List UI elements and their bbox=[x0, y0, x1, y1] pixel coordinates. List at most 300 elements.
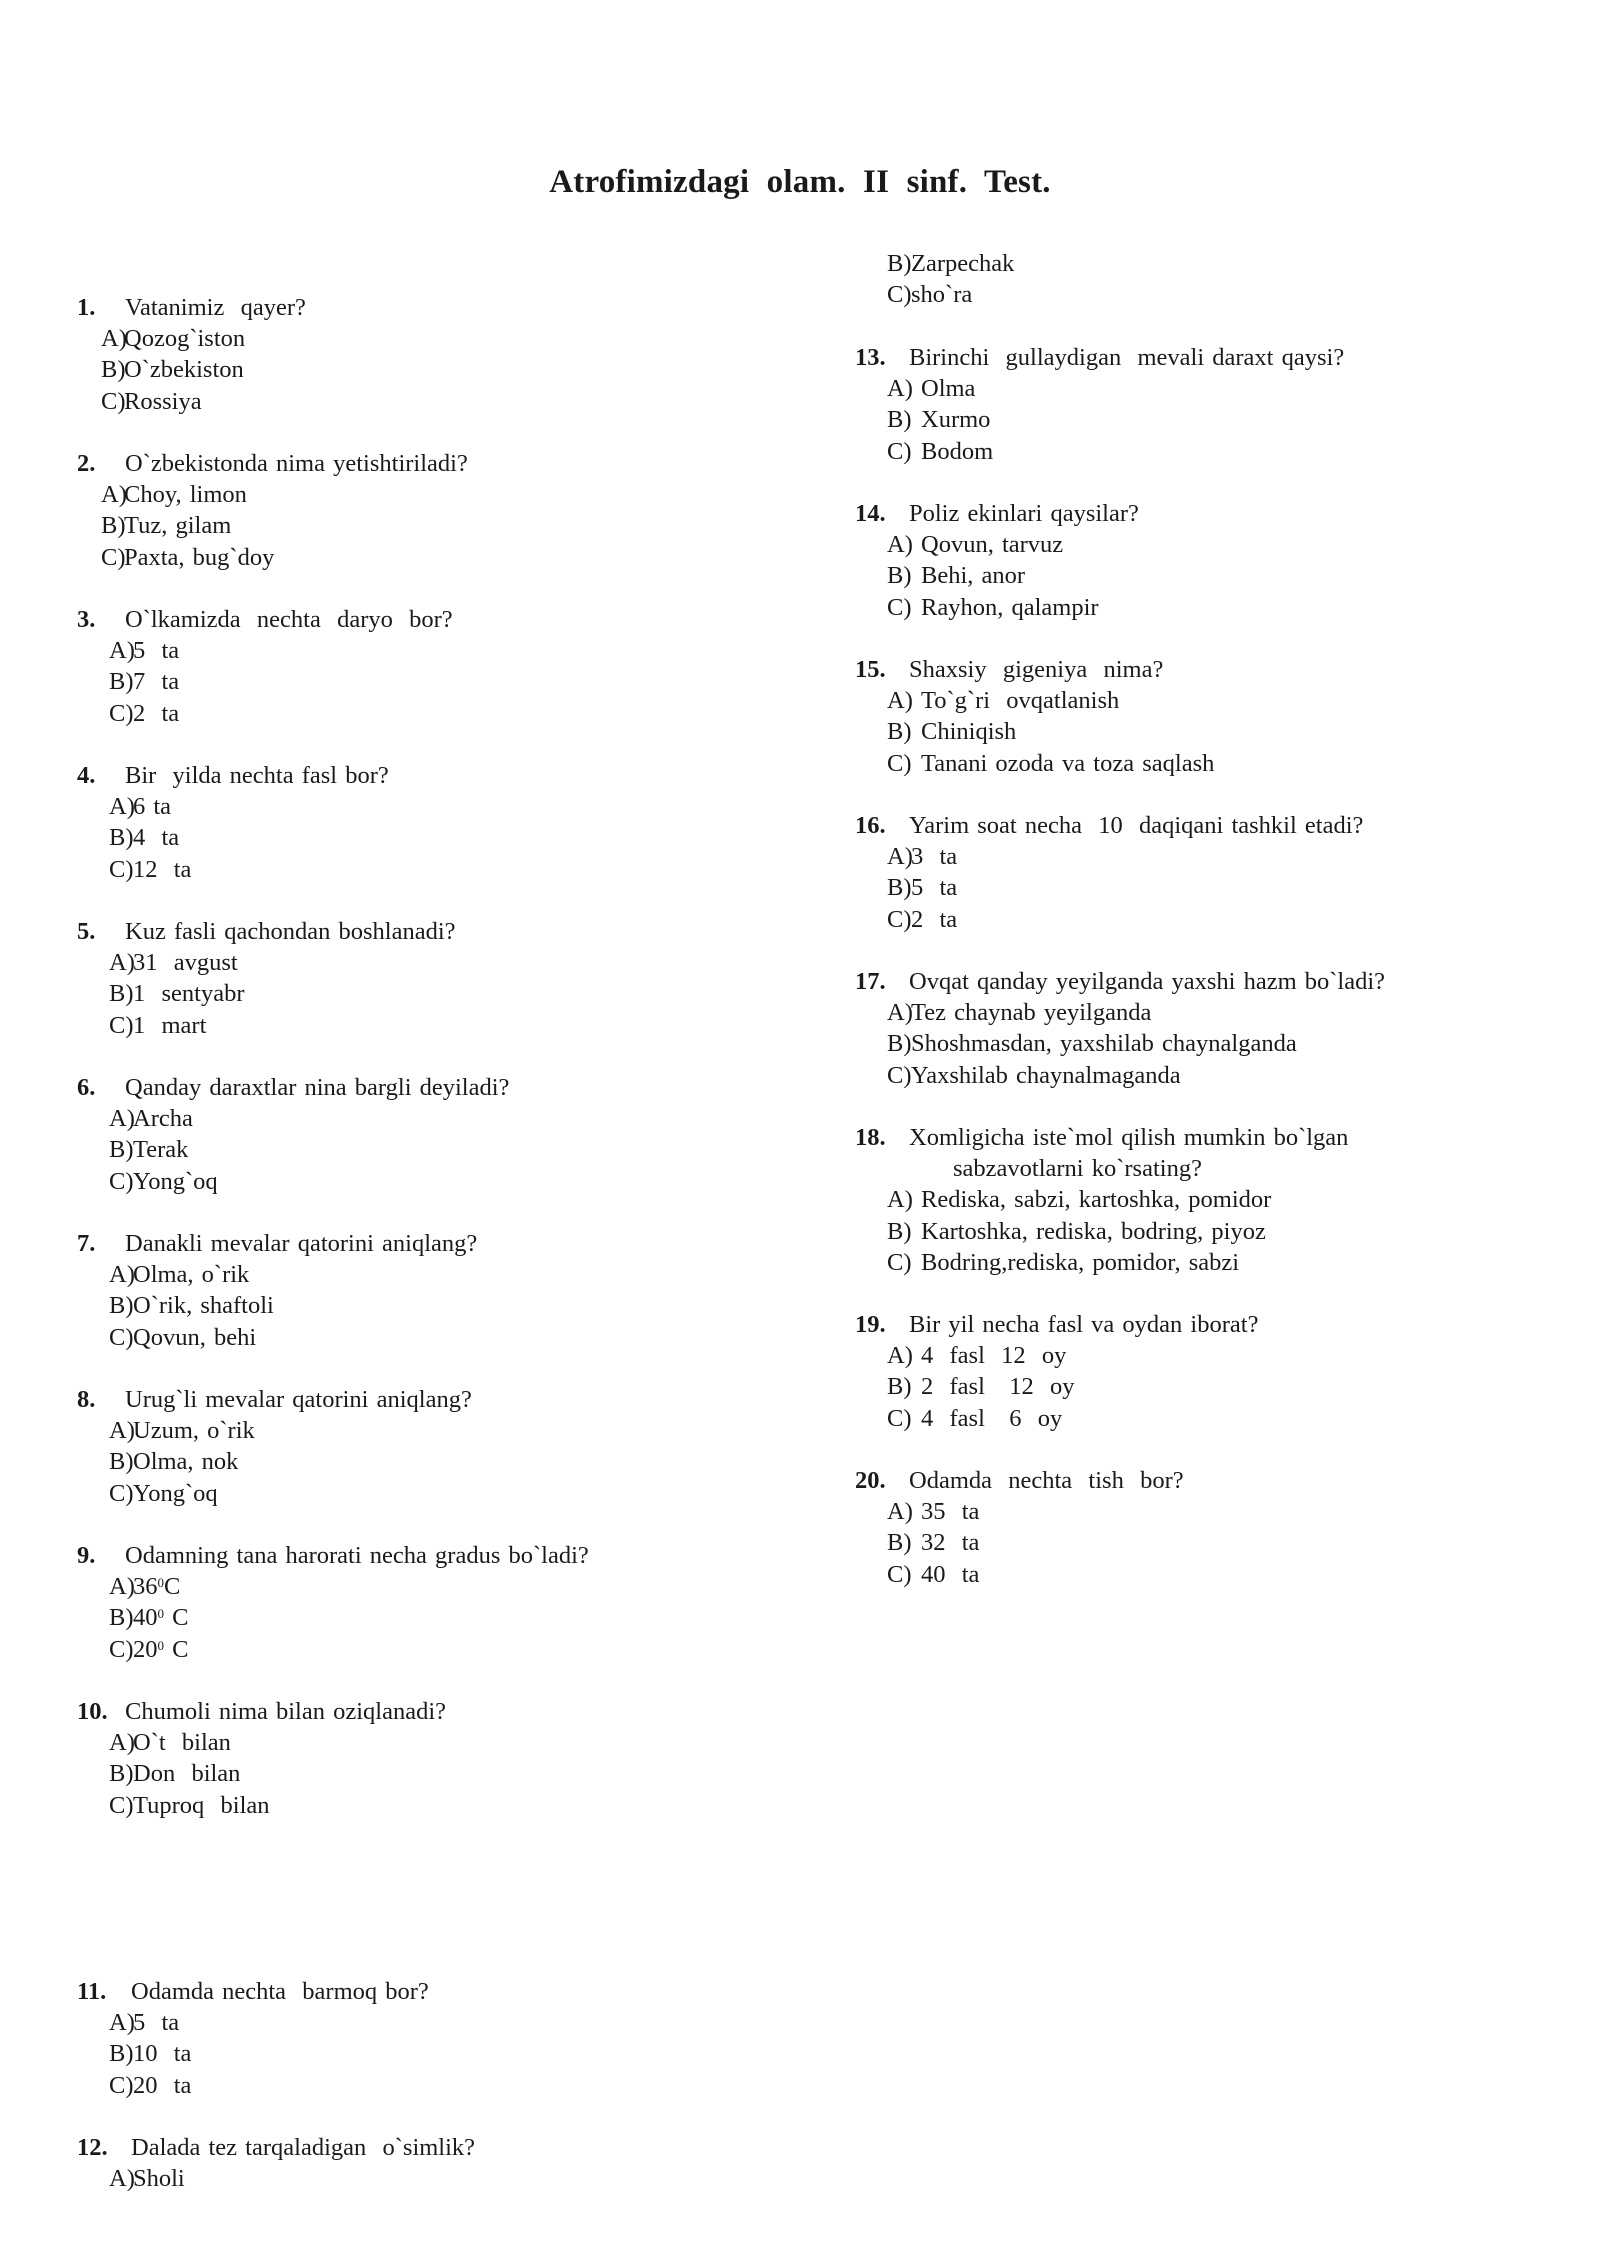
option-value: Terak bbox=[133, 1136, 189, 1164]
question-line bbox=[77, 1976, 777, 2007]
answer-option bbox=[109, 947, 749, 978]
option-label: B) bbox=[109, 1136, 134, 1164]
option-label: C) bbox=[109, 699, 134, 727]
option-label: C) bbox=[109, 1635, 134, 1663]
option-label: C) bbox=[887, 437, 912, 465]
answer-option bbox=[109, 1571, 749, 1602]
answer-option bbox=[109, 1758, 749, 1789]
option-value: O`t bilan bbox=[133, 1729, 231, 1757]
option-label: B) bbox=[887, 718, 912, 746]
option-label: B) bbox=[887, 874, 912, 902]
answer-option bbox=[109, 978, 749, 1009]
option-text bbox=[921, 1340, 1066, 1371]
option-text bbox=[124, 354, 244, 385]
option-value: 1 sentyabr bbox=[133, 980, 245, 1008]
option-value: Rediska, sabzi, kartoshka, pomidor bbox=[921, 1186, 1272, 1214]
option-text bbox=[133, 1290, 274, 1321]
option-value: 35 ta bbox=[921, 1498, 980, 1526]
answer-option bbox=[887, 904, 1527, 935]
question-text: Vatanimiz qayer? bbox=[125, 294, 306, 321]
answer-option bbox=[109, 698, 749, 729]
option-text bbox=[133, 1634, 188, 1665]
answer-option bbox=[887, 1060, 1527, 1091]
option-label: A) bbox=[109, 2009, 135, 2037]
question-number: 6. bbox=[77, 1074, 96, 1101]
answer-option bbox=[887, 841, 1527, 872]
question-text: O`lkamizda nechta daryo bor? bbox=[125, 606, 453, 633]
question-line bbox=[77, 1384, 777, 1415]
option-label: C) bbox=[109, 2071, 134, 2099]
option-text bbox=[921, 560, 1025, 591]
option-label: B) bbox=[887, 1030, 912, 1058]
option-text bbox=[921, 685, 1119, 716]
option-text bbox=[133, 947, 238, 978]
question-number: 4. bbox=[77, 762, 96, 789]
option-text bbox=[921, 1184, 1271, 1215]
answer-option bbox=[887, 1527, 1527, 1558]
answer-option bbox=[887, 560, 1527, 591]
question-number: 16. bbox=[855, 812, 886, 839]
option-text bbox=[133, 2070, 191, 2101]
option-value: Sholi bbox=[133, 2165, 185, 2193]
option-text bbox=[911, 1060, 1181, 1091]
option-value: 1 mart bbox=[133, 1011, 207, 1039]
option-label: C) bbox=[887, 1248, 912, 1276]
option-label: B) bbox=[109, 1760, 134, 1788]
answer-option bbox=[887, 436, 1527, 467]
question-number: 15. bbox=[855, 656, 886, 683]
option-value: Don bilan bbox=[133, 1760, 241, 1788]
option-label: B) bbox=[887, 1373, 912, 1401]
question-line bbox=[855, 1122, 1555, 1153]
option-value: Tuproq bilan bbox=[133, 1791, 270, 1819]
option-label: C) bbox=[887, 1560, 912, 1588]
option-text bbox=[921, 373, 975, 404]
page-title: Atrofimizdagi olam. II sinf. Test. bbox=[549, 164, 1051, 200]
option-value: Bodring,rediska, pomidor, sabzi bbox=[921, 1248, 1240, 1276]
option-text bbox=[133, 666, 179, 697]
option-label: B) bbox=[887, 1217, 912, 1245]
answer-option bbox=[887, 1403, 1527, 1434]
answer-option bbox=[887, 373, 1527, 404]
question-line bbox=[77, 2132, 777, 2163]
option-value: 20 bbox=[133, 1635, 158, 1663]
option-label: C) bbox=[887, 1404, 912, 1432]
option-text bbox=[911, 997, 1151, 1028]
option-label: A) bbox=[887, 1342, 913, 1370]
answer-option bbox=[887, 748, 1527, 779]
question-text: Bir yilda nechta fasl bor? bbox=[125, 762, 389, 789]
option-text bbox=[133, 1166, 218, 1197]
option-value: 40 ta bbox=[921, 1560, 980, 1588]
option-label: B) bbox=[887, 562, 912, 590]
answer-option bbox=[887, 997, 1527, 1028]
question-line bbox=[77, 448, 777, 479]
option-label: A) bbox=[887, 1498, 913, 1526]
answer-option bbox=[109, 1727, 749, 1758]
question-line bbox=[855, 654, 1555, 685]
option-label: A) bbox=[887, 843, 913, 871]
answer-option bbox=[109, 1602, 749, 1633]
option-label: B) bbox=[109, 1604, 134, 1632]
option-unit: C bbox=[164, 1573, 181, 1601]
question-number: 1. bbox=[77, 294, 96, 321]
option-text bbox=[911, 841, 957, 872]
option-text bbox=[911, 904, 957, 935]
option-label: A) bbox=[109, 1573, 135, 1601]
option-label: A) bbox=[887, 687, 913, 715]
option-text bbox=[921, 592, 1099, 623]
option-label: A) bbox=[109, 637, 135, 665]
option-label: A) bbox=[109, 793, 135, 821]
option-text bbox=[911, 248, 1014, 279]
option-value: Behi, anor bbox=[921, 562, 1026, 590]
option-label: A) bbox=[109, 2165, 135, 2193]
option-text bbox=[921, 1527, 979, 1558]
option-value: O`zbekiston bbox=[124, 356, 244, 384]
option-text bbox=[921, 1371, 1075, 1402]
option-text bbox=[133, 1478, 218, 1509]
question-text: Dalada tez tarqaladigan o`simlik? bbox=[131, 2134, 476, 2161]
question-number: 19. bbox=[855, 1311, 886, 1338]
answer-option bbox=[109, 1446, 749, 1477]
option-unit: C bbox=[164, 1635, 189, 1663]
question-text: Xomligicha iste`mol qilish mumkin bo`lgan bbox=[909, 1124, 1349, 1151]
option-label: A) bbox=[109, 1261, 135, 1289]
option-label: B) bbox=[887, 1529, 912, 1557]
option-value: Shoshmasdan, yaxshilab chaynalganda bbox=[911, 1030, 1297, 1058]
question-line bbox=[77, 1072, 777, 1103]
option-label: A) bbox=[109, 1417, 135, 1445]
answer-option bbox=[109, 1134, 749, 1165]
option-value: Tanani ozoda va toza saqlash bbox=[921, 749, 1215, 777]
answer-option bbox=[887, 592, 1527, 623]
question-text: Danakli mevalar qatorini aniqlang? bbox=[125, 1230, 478, 1257]
option-text bbox=[921, 1247, 1239, 1278]
option-value: 31 avgust bbox=[133, 949, 238, 977]
question-number: 10. bbox=[77, 1698, 108, 1725]
option-label: A) bbox=[101, 481, 127, 509]
option-value: Yong`oq bbox=[133, 1479, 218, 1507]
degree-superscript: 0 bbox=[157, 1606, 164, 1622]
option-value: Bodom bbox=[921, 437, 994, 465]
option-text bbox=[911, 872, 957, 903]
option-value: Zarpechak bbox=[911, 250, 1015, 277]
option-value: Olma bbox=[921, 375, 976, 403]
option-value: Qovun, tarvuz bbox=[921, 531, 1064, 559]
option-value: Paxta, bug`doy bbox=[124, 543, 275, 571]
answer-option bbox=[887, 716, 1527, 747]
option-value: Tez chaynab yeyilganda bbox=[911, 999, 1152, 1027]
option-text bbox=[133, 1727, 231, 1758]
question-number: 2. bbox=[77, 450, 96, 477]
option-text bbox=[124, 323, 245, 354]
question-number: 17. bbox=[855, 968, 886, 995]
question-number: 14. bbox=[855, 500, 886, 527]
option-value: 32 ta bbox=[921, 1529, 980, 1557]
option-label: A) bbox=[109, 949, 135, 977]
option-text bbox=[911, 279, 972, 310]
answer-option bbox=[887, 1247, 1527, 1278]
answer-option bbox=[887, 1184, 1527, 1215]
option-unit: C bbox=[164, 1604, 189, 1632]
option-value: 7 ta bbox=[133, 668, 180, 696]
option-label: C) bbox=[109, 1479, 134, 1507]
question-text: Birinchi gullaydigan mevali daraxt qaysi? bbox=[909, 344, 1345, 371]
answer-option bbox=[109, 1259, 749, 1290]
answer-option bbox=[109, 1166, 749, 1197]
option-value: Qozog`iston bbox=[124, 325, 246, 353]
option-label: A) bbox=[887, 531, 913, 559]
question-number: 11. bbox=[77, 1978, 107, 2005]
answer-option bbox=[101, 542, 741, 573]
question-number: 3. bbox=[77, 606, 96, 633]
question-line bbox=[855, 1309, 1555, 1340]
option-text bbox=[133, 1415, 255, 1446]
question-number: 12. bbox=[77, 2134, 108, 2161]
question-line bbox=[855, 1465, 1555, 1496]
question-line bbox=[77, 916, 777, 947]
answer-option bbox=[109, 1010, 749, 1041]
option-value: Rossiya bbox=[124, 387, 202, 415]
question-text: Odamning tana harorati necha gradus bo`ladi? bbox=[125, 1542, 589, 1569]
option-value: Rayhon, qalampir bbox=[921, 593, 1099, 621]
answer-option bbox=[101, 386, 741, 417]
question-number: 20. bbox=[855, 1467, 886, 1494]
question-line bbox=[855, 966, 1555, 997]
option-label: C) bbox=[101, 543, 126, 571]
question-text: Shaxsiy gigeniya nima? bbox=[909, 656, 1164, 683]
option-text bbox=[911, 1028, 1297, 1059]
option-text bbox=[133, 1446, 238, 1477]
option-text bbox=[133, 822, 179, 853]
option-label: B) bbox=[109, 1448, 134, 1476]
question-text: Yarim soat necha 10 daqiqani tashkil etadi? bbox=[909, 812, 1364, 839]
option-value: 5 ta bbox=[133, 2009, 180, 2037]
option-label: C) bbox=[887, 1061, 912, 1089]
answer-option bbox=[109, 635, 749, 666]
answer-option bbox=[101, 354, 741, 385]
answer-option bbox=[109, 1290, 749, 1321]
option-value: Olma, o`rik bbox=[133, 1261, 250, 1289]
option-text bbox=[133, 2007, 179, 2038]
answer-option bbox=[887, 279, 1527, 310]
degree-superscript: 0 bbox=[157, 1637, 164, 1653]
option-label: A) bbox=[887, 1186, 913, 1214]
answer-option bbox=[887, 1559, 1527, 1590]
question-number: 9. bbox=[77, 1542, 96, 1569]
answer-option bbox=[101, 510, 741, 541]
option-text bbox=[133, 791, 171, 822]
option-value: 2 fasl 12 oy bbox=[921, 1373, 1075, 1401]
option-text bbox=[133, 1322, 256, 1353]
answer-option bbox=[101, 479, 741, 510]
option-text bbox=[133, 2038, 191, 2069]
option-value: 5 ta bbox=[911, 874, 958, 902]
option-value: Xurmo bbox=[921, 406, 991, 434]
option-text bbox=[921, 1403, 1062, 1434]
option-text bbox=[133, 1259, 249, 1290]
question-text: Odamda nechta tish bor? bbox=[909, 1467, 1184, 1494]
answer-option bbox=[109, 822, 749, 853]
answer-option bbox=[109, 1322, 749, 1353]
answer-option bbox=[109, 2070, 749, 2101]
option-text bbox=[921, 1216, 1266, 1247]
option-text bbox=[133, 1103, 193, 1134]
question-text: Chumoli nima bilan oziqlanadi? bbox=[125, 1698, 447, 1725]
option-label: A) bbox=[109, 1729, 135, 1757]
question-number: 8. bbox=[77, 1386, 96, 1413]
option-label: C) bbox=[109, 1011, 134, 1039]
answer-option bbox=[887, 529, 1527, 560]
option-text bbox=[133, 2163, 185, 2194]
option-value: Kartoshka, rediska, bodring, piyoz bbox=[921, 1217, 1266, 1245]
question-text: Qanday daraxtlar nina bargli deyiladi? bbox=[125, 1074, 510, 1101]
answer-option bbox=[887, 248, 1527, 279]
option-value: Archa bbox=[133, 1105, 193, 1133]
option-value: 3 ta bbox=[911, 843, 958, 871]
option-value: 36 bbox=[133, 1573, 158, 1601]
question-line bbox=[77, 604, 777, 635]
answer-option bbox=[887, 685, 1527, 716]
option-text bbox=[124, 510, 231, 541]
answer-option bbox=[887, 1496, 1527, 1527]
option-value: Olma, nok bbox=[133, 1448, 239, 1476]
answer-option bbox=[887, 404, 1527, 435]
question-line bbox=[77, 1228, 777, 1259]
option-label: B) bbox=[109, 824, 134, 852]
option-text bbox=[921, 436, 993, 467]
degree-superscript: 0 bbox=[157, 1575, 164, 1591]
question-number: 5. bbox=[77, 918, 96, 945]
question-text: Ovqat qanday yeyilganda yaxshi hazm bo`ladi? bbox=[909, 968, 1386, 995]
answer-option bbox=[109, 2163, 749, 2194]
answer-option bbox=[109, 1790, 749, 1821]
option-value: 10 ta bbox=[133, 2040, 192, 2068]
option-value: Tuz, gilam bbox=[124, 512, 232, 540]
answer-option bbox=[109, 1415, 749, 1446]
question-text-continued: sabzavotlarni ko`rsating? bbox=[953, 1155, 1202, 1183]
option-value: 20 ta bbox=[133, 2071, 192, 2099]
option-value: 4 fasl 12 oy bbox=[921, 1342, 1067, 1370]
answer-option bbox=[887, 1028, 1527, 1059]
option-text bbox=[124, 386, 202, 417]
option-text bbox=[133, 1790, 270, 1821]
option-value: To`g`ri ovqatlanish bbox=[921, 687, 1120, 715]
option-text bbox=[133, 1134, 188, 1165]
option-text bbox=[921, 716, 1016, 747]
question-line bbox=[77, 1696, 777, 1727]
option-label: B) bbox=[109, 668, 134, 696]
option-label: B) bbox=[887, 250, 912, 277]
option-label: B) bbox=[109, 1292, 134, 1320]
option-label: C) bbox=[109, 1167, 134, 1195]
option-text bbox=[133, 698, 179, 729]
option-text bbox=[921, 748, 1214, 779]
option-label: C) bbox=[887, 593, 912, 621]
option-text bbox=[921, 1559, 979, 1590]
question-line bbox=[855, 342, 1555, 373]
option-value: 2 ta bbox=[133, 699, 180, 727]
option-label: B) bbox=[109, 980, 134, 1008]
option-text bbox=[133, 1010, 206, 1041]
option-value: Qovun, behi bbox=[133, 1323, 257, 1351]
option-value: Yong`oq bbox=[133, 1167, 218, 1195]
option-label: B) bbox=[101, 512, 126, 540]
option-text bbox=[133, 1571, 180, 1602]
option-value: 40 bbox=[133, 1604, 158, 1632]
option-label: C) bbox=[109, 855, 134, 883]
answer-option bbox=[887, 872, 1527, 903]
question-line bbox=[855, 810, 1555, 841]
option-value: 2 ta bbox=[911, 905, 958, 933]
option-value: Chiniqish bbox=[921, 718, 1017, 746]
answer-option bbox=[109, 854, 749, 885]
option-value: 6 ta bbox=[133, 793, 172, 821]
option-label: C) bbox=[109, 1323, 134, 1351]
option-label: A) bbox=[887, 999, 913, 1027]
option-value: 5 ta bbox=[133, 637, 180, 665]
option-value: Choy, limon bbox=[124, 481, 247, 509]
option-text bbox=[124, 542, 274, 573]
option-label: A) bbox=[101, 325, 127, 353]
option-text bbox=[133, 635, 179, 666]
question-number: 18. bbox=[855, 1124, 886, 1151]
answer-option bbox=[109, 1103, 749, 1134]
option-label: B) bbox=[101, 356, 126, 384]
option-value: O`rik, shaftoli bbox=[133, 1292, 274, 1320]
answer-option bbox=[109, 791, 749, 822]
option-text bbox=[133, 1602, 188, 1633]
option-text bbox=[921, 1496, 979, 1527]
option-label: C) bbox=[101, 387, 126, 415]
question-line bbox=[77, 1540, 777, 1571]
option-value: Uzum, o`rik bbox=[133, 1417, 255, 1445]
option-text bbox=[133, 1758, 240, 1789]
option-label: B) bbox=[109, 2040, 134, 2068]
question-number: 13. bbox=[855, 344, 886, 371]
answer-option bbox=[887, 1371, 1527, 1402]
question-text: O`zbekistonda nima yetishtiriladi? bbox=[125, 450, 468, 477]
option-text bbox=[921, 529, 1063, 560]
option-text bbox=[133, 854, 191, 885]
answer-option bbox=[109, 1634, 749, 1665]
answer-option bbox=[109, 666, 749, 697]
option-text bbox=[124, 479, 247, 510]
option-value: sho`ra bbox=[911, 281, 973, 309]
option-text bbox=[133, 978, 245, 1009]
option-value: 12 ta bbox=[133, 855, 192, 883]
option-text bbox=[921, 404, 990, 435]
question-text: Kuz fasli qachondan boshlanadi? bbox=[125, 918, 456, 945]
question-line bbox=[77, 760, 777, 791]
answer-option bbox=[887, 1340, 1527, 1371]
option-value: 4 ta bbox=[133, 824, 180, 852]
question-line bbox=[855, 498, 1555, 529]
option-label: C) bbox=[109, 1791, 134, 1819]
option-label: C) bbox=[887, 281, 912, 309]
answer-option bbox=[109, 2038, 749, 2069]
question-text: Odamda nechta barmoq bor? bbox=[131, 1978, 429, 2005]
option-label: B) bbox=[887, 406, 912, 434]
option-value: Yaxshilab chaynalmaganda bbox=[911, 1061, 1181, 1089]
question-number: 7. bbox=[77, 1230, 96, 1257]
question-text: Poliz ekinlari qaysilar? bbox=[909, 500, 1139, 527]
option-label: C) bbox=[887, 905, 912, 933]
option-label: A) bbox=[887, 375, 913, 403]
question-text: Urug`li mevalar qatorini aniqlang? bbox=[125, 1386, 472, 1413]
option-value: 4 fasl 6 oy bbox=[921, 1404, 1063, 1432]
